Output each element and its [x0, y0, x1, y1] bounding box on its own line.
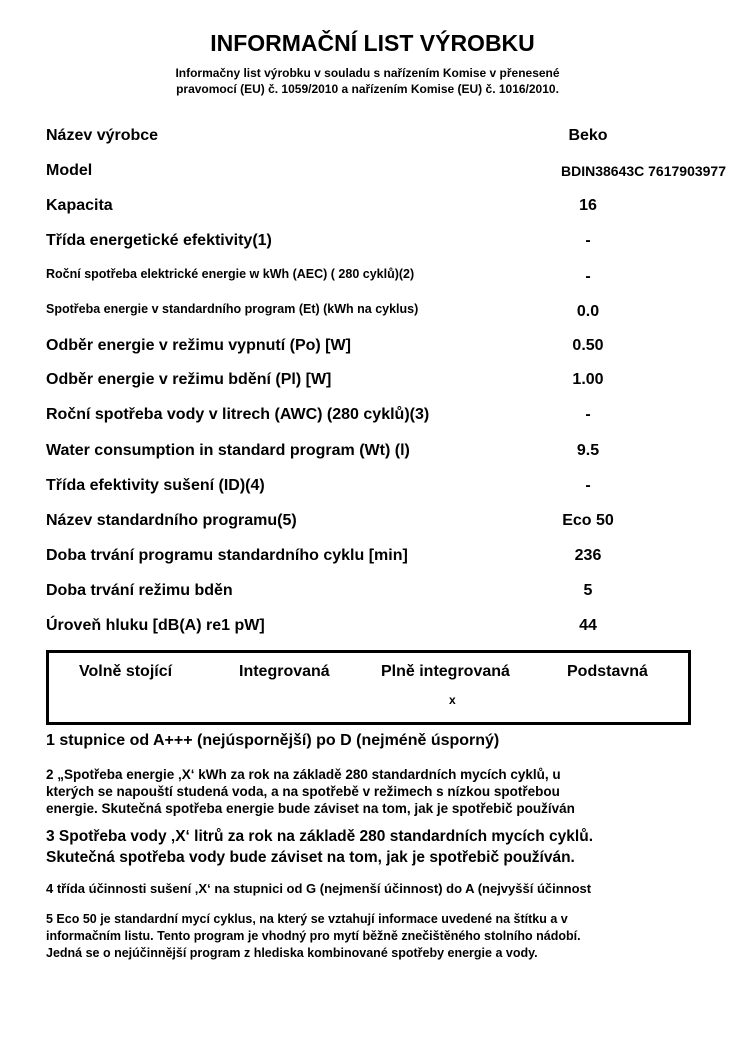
row-value: 0.50 — [572, 337, 604, 354]
row-label: Doba trvání režimu bděn — [46, 582, 233, 599]
footnote-line: energie. Skutečná spotřeba energie bude záviset na tom, jak je spotřebič používán — [46, 801, 575, 816]
row-label: Model — [46, 162, 93, 179]
footnote-line: 3 Spotřeba vody ‚X‘ litrů za rok na základě 280 standardních mycích cyklů. — [46, 828, 594, 845]
footnote-line: 5 Eco 50 je standardní mycí cyklus, na který se vztahují informace uvedené na štítku a v — [46, 912, 568, 926]
row-label: Název standardního programu(5) — [46, 512, 297, 529]
row-value: BDIN38643C 7617903977 — [560, 163, 726, 179]
footnote-line: informačním listu. Tento program je vhodný pro mytí běžně znečištěného stolního nádobí. — [46, 929, 581, 943]
selected-mark: x — [449, 693, 456, 707]
row-value: 0.0 — [576, 303, 600, 320]
row-value: - — [585, 268, 591, 285]
row-label: Kapacita — [46, 197, 113, 214]
footnote-5 — [46, 911, 706, 962]
row-value: 44 — [579, 617, 597, 634]
row-label: Roční spotřeba elektrické energie w kWh (AEC) ( 280 cyklů)(2) — [46, 267, 415, 281]
row-value: 236 — [574, 547, 602, 564]
row-value: 16 — [579, 197, 597, 214]
footnote-3 — [46, 826, 706, 868]
installation-type-box — [46, 650, 691, 725]
footnote-1: 1 stupnice od A+++ (nejúspornější) po D (nejméně úsporný) — [46, 732, 500, 749]
option-integrated: Integrovaná — [239, 663, 330, 680]
subtitle-line: pravomocí (EU) č. 1059/2010 a nařízením Komise (EU) č. 1016/2010. — [176, 82, 559, 96]
row-value: Beko — [568, 127, 608, 144]
option-built-under: Podstavná — [567, 663, 648, 680]
footnote-line: kterých se napouští studená voda, a na spotřebě v režimech s nízkou spotřebou — [46, 784, 560, 799]
footnote-4: 4 třída účinnosti sušení ‚X‘ na stupnici od G (nejmenší účinnost) do A (nejvyšší účinnost — [46, 881, 592, 896]
row-label: Roční spotřeba vody v litrech (AWC) (280 cyklů)(3) — [46, 406, 430, 423]
row-label: Spotřeba energie v standardního program (Et) (kWh na cyklus) — [46, 302, 419, 316]
footnote-line: 2 „Spotřeba energie ‚X‘ kWh za rok na základě 280 standardních mycích cyklů, u — [46, 767, 561, 782]
footnote-2 — [46, 766, 706, 817]
row-label: Úroveň hluku [dB(A) re1 pW] — [46, 617, 265, 634]
footnote-line: Skutečná spotřeba vody bude záviset na tom, jak je spotřebič používán. — [46, 849, 575, 866]
row-label: Odběr energie v režimu bdění (Pl) [W] — [46, 371, 332, 388]
document-title: INFORMAČNÍ LIST VÝROBKU — [210, 30, 535, 56]
document-subtitle — [0, 65, 731, 97]
row-value: 5 — [583, 582, 593, 599]
row-value: Eco 50 — [562, 512, 614, 529]
row-label: Název výrobce — [46, 127, 159, 144]
subtitle-line: Informačny list výrobku v souladu s nařízením Komise v přenesené — [175, 66, 560, 80]
row-label: Odběr energie v režimu vypnutí (Po) [W] — [46, 337, 351, 354]
row-label: Water consumption in standard program (Wt) (l) — [46, 442, 410, 459]
row-label: Třída energetické efektivity(1) — [46, 232, 272, 249]
footnote-line: Jedná se o nejúčinnější program z hlediska kombinované spotřeby energie a vody. — [46, 946, 538, 960]
row-value: - — [585, 477, 591, 494]
row-value: - — [585, 406, 591, 423]
option-fully-integrated: Plně integrovaná — [381, 663, 510, 680]
row-label: Třída efektivity sušení (ID)(4) — [46, 477, 265, 494]
row-value: - — [585, 232, 591, 249]
row-label: Doba trvání programu standardního cyklu [min] — [46, 547, 408, 564]
row-value: 9.5 — [576, 442, 600, 459]
option-freestanding: Volně stojící — [79, 663, 173, 680]
row-value: 1.00 — [572, 371, 604, 388]
